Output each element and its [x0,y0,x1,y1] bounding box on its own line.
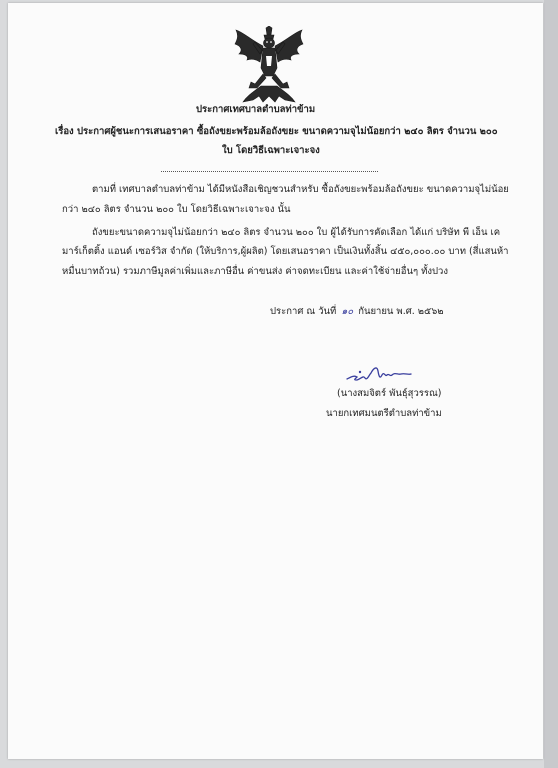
garuda-emblem-icon [233,26,305,104]
separator-line [161,171,378,172]
signer-name: (นางสมจิตร์ พันธุ์สุวรรณ) [337,388,442,399]
paragraph-1-line-2: กว่า ๒๔๐ ลิตร จำนวน ๒๐๐ ใบ โดยวิธีเฉพาะเจาะจง นั้น [62,204,291,215]
subject-line-1: เรื่อง ประกาศผู้ชนะการเสนอราคา ซื้อถังขยะพร้อมล้อถังขยะ ขนาดความจุไม่น้อยกว่า ๒๔๐ ลิตร จำนวน ๒๐๐ [55,126,498,137]
announce-day: ๑๐ [341,306,354,317]
paragraph-1-line-1: ตามที่ เทศบาลตำบลท่าข้าม ได้มีหนังสือเชิญชวนสำหรับ ซื้อถังขยะพร้อมล้อถังขยะ ขนาดความจุไม่น้อย [92,184,509,195]
scan-edge [544,0,558,768]
document-page [8,3,543,759]
office-title: ประกาศเทศบาลตำบลท่าข้าม [196,104,316,115]
announce-month-year: กันยายน พ.ศ. ๒๕๖๒ [358,306,444,317]
handwritten-signature [345,363,413,387]
signer-position: นายกเทศมนตรีตำบลท่าข้าม [326,408,442,419]
paragraph-2-line-2: มาร์เก็ตติ้ง แอนด์ เซอร์วิส จำกัด (ให้บริการ,ผู้ผลิต) โดยเสนอราคา เป็นเงินทั้งสิ้น ๔๕๐,๐๐๐.๐๐ บาท (สี่แสนห้า [62,246,509,257]
paragraph-2-line-3: หมื่นบาทถ้วน) รวมภาษีมูลค่าเพิ่มและภาษีอื่น ค่าขนส่ง ค่าจดทะเบียน และค่าใช้จ่ายอื่นๆ ทั้งปวง [62,266,448,277]
paragraph-2-line-1: ถังขยะขนาดความจุไม่น้อยกว่า ๒๔๐ ลิตร จำนวน ๒๐๐ ใบ ผู้ได้รับการคัดเลือก ได้แก่ บริษัท พี เอ็น เค [92,227,501,238]
announcement-date [270,306,444,318]
subject-line-2: ใบ โดยวิธีเฉพาะเจาะจง [222,145,320,156]
announce-prefix: ประกาศ ณ วันที่ [270,306,337,317]
